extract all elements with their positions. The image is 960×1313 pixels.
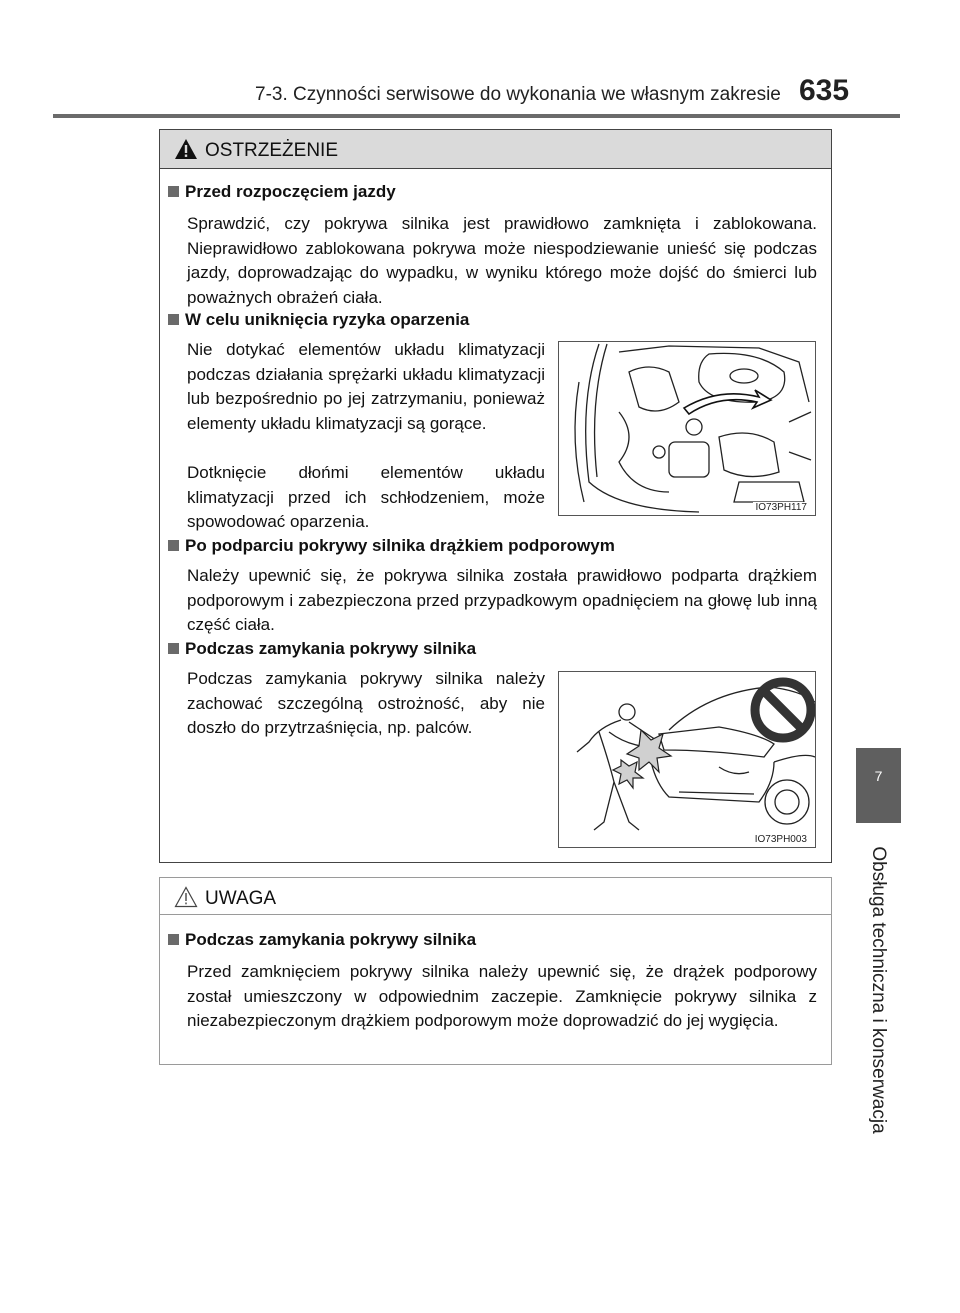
section-paragraph: Nie dotykać elementów układu klimatyzacji podczas działania sprężarki układu klimatyzacji lub bezpośrednio po jej zatrzymaniu, ponieważ elementy układu klimatyzacji są gorące. <box>187 340 545 433</box>
person-closing-hood-drawing <box>559 672 815 847</box>
chapter-title: Obsługa techniczna i konserwacja <box>868 846 889 1134</box>
running-header-title: 7-3. Czynności serwisowe do wykonania we własnym zakresie <box>255 84 781 105</box>
caution-triangle-icon <box>174 886 198 908</box>
chapter-tab <box>856 748 901 823</box>
section-paragraph: Podczas zamykania pokrywy silnika należy zachować szczególną ostrożność, aby nie doszło do przytrzaśnięcia, np. palców. <box>187 669 545 737</box>
engine-bay-illustration <box>558 341 816 516</box>
warning-triangle-icon <box>174 138 198 160</box>
chapter-number: 7 <box>874 768 883 784</box>
section-title: Podczas zamykania pokrywy silnika <box>168 930 476 950</box>
bullet-square-icon <box>168 934 179 945</box>
bullet-square-icon <box>168 186 179 197</box>
header-rule <box>53 114 900 118</box>
figure-code: IO73PH003 <box>754 834 807 845</box>
bullet-square-icon <box>168 314 179 325</box>
warning-box-header <box>160 130 831 169</box>
section-paragraph: Dotknięcie dłońmi elementów układu klimatyzacji przed ich schłodzeniem, może spowodować oparzenia. <box>187 463 545 531</box>
bullet-square-icon <box>168 540 179 551</box>
page-number: 635 <box>799 74 850 107</box>
warning-heading: OSTRZEŻENIE <box>205 140 339 161</box>
hood-closing-illustration <box>558 671 816 848</box>
warning-box <box>159 129 832 863</box>
section-title: Podczas zamykania pokrywy silnika <box>168 639 476 659</box>
section-title: W celu uniknięcia ryzyka oparzenia <box>168 310 469 330</box>
section-title: Przed rozpoczęciem jazdy <box>168 182 396 202</box>
section-paragraph: Sprawdzić, czy pokrywa silnika jest prawidłowo zamknięta i zablokowana. Nieprawidłowo zablokowana pokrywa może niespodziewanie unieść się podczas jazdy, doprowadzając do wypadku, w wyniku którego może dojść do śmierci lub poważnych obrażeń ciała. <box>187 214 817 307</box>
caution-box <box>159 877 832 1065</box>
figure-code: IO73PH117 <box>755 502 807 513</box>
section-paragraph: Przed zamknięciem pokrywy silnika należy upewnić się, że drążek podporowy został umieszczony w odpowiednim zaczepie. Zamknięcie pokrywy silnika z niezabezpieczonym drążkiem podporowym może doprowadzić do jej wygięcia. <box>187 962 817 1030</box>
bullet-square-icon <box>168 643 179 654</box>
section-paragraph: Należy upewnić się, że pokrywa silnika została prawidłowo podparta drążkiem podporowym i zabezpieczona przed przypadkowym opadnięciem na głowę lub inną część ciała. <box>187 566 817 634</box>
section-title: Po podparciu pokrywy silnika drążkiem podporowym <box>168 536 615 556</box>
caution-heading: UWAGA <box>205 888 277 909</box>
caution-box-header <box>160 878 831 915</box>
engine-compartment-drawing <box>559 342 815 515</box>
